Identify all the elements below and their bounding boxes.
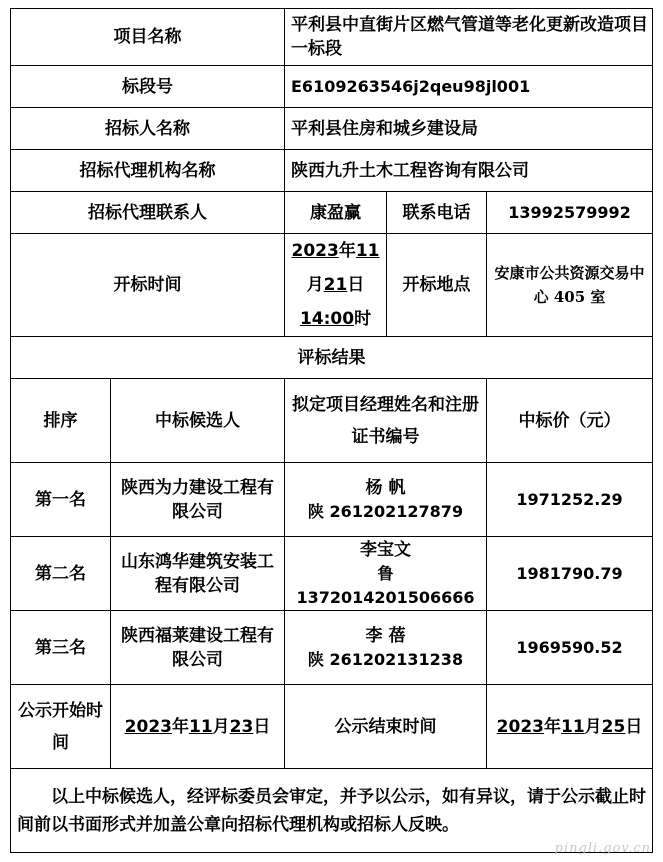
phone-label: 联系电话	[387, 192, 487, 234]
day-unit: 日	[253, 716, 271, 737]
col-manager: 拟定项目经理姓名和注册证书编号	[285, 379, 487, 463]
open-time-label: 开标时间	[11, 234, 285, 337]
project-name: 平利县中直街片区燃气管道等老化更新改造项目一标段	[285, 9, 653, 66]
pub-end-label: 公示结束时间	[285, 685, 487, 769]
section-no: E6109263546j2qeu98jl001	[285, 66, 653, 108]
manager-name: 李宝文	[360, 539, 411, 560]
pub-start	[111, 685, 285, 769]
month-unit: 月	[212, 716, 230, 737]
manager-cert: 鲁 1372014201506666	[296, 563, 475, 607]
pub-start-year: 2023	[124, 716, 172, 737]
pub-start-month: 11	[188, 716, 213, 737]
agency: 陕西九升土木工程咨询有限公司	[285, 150, 653, 192]
open-year: 2023	[291, 241, 339, 261]
project-name-label: 项目名称	[11, 9, 285, 66]
year-unit: 年	[338, 241, 356, 261]
manager	[285, 611, 487, 685]
pub-start-day: 23	[229, 716, 254, 737]
pub-end-day: 25	[601, 716, 626, 737]
rank: 第一名	[11, 463, 111, 537]
manager	[285, 463, 487, 537]
pub-end-year: 2023	[496, 716, 544, 737]
open-day: 21	[323, 275, 348, 295]
table-row	[11, 611, 653, 685]
year-unit: 年	[544, 716, 561, 737]
month-unit: 月	[306, 275, 324, 295]
company: 陕西为力建设工程有限公司	[111, 463, 285, 537]
price: 1971252.29	[487, 463, 653, 537]
col-candidate: 中标候选人	[111, 379, 285, 463]
year-unit: 年	[171, 716, 189, 737]
result-title: 评标结果	[11, 337, 653, 379]
open-place: 安康市公共资源交易中心 405 室	[487, 234, 653, 337]
day-unit: 日	[625, 716, 643, 737]
contact-label: 招标代理联系人	[11, 192, 285, 234]
table-row	[11, 463, 653, 537]
manager-cert: 陕 261202127879	[307, 501, 464, 521]
pub-end	[487, 685, 653, 769]
contact: 康盈赢	[285, 192, 387, 234]
bid-result-table	[10, 8, 653, 853]
watermark: pingli.gov.cn	[554, 841, 651, 856]
pub-end-month: 11	[561, 716, 585, 737]
open-place-label: 开标地点	[387, 234, 487, 337]
rank: 第二名	[11, 537, 111, 611]
agency-label: 招标代理机构名称	[11, 150, 285, 192]
section-no-label: 标段号	[11, 66, 285, 108]
company: 陕西福莱建设工程有限公司	[111, 611, 285, 685]
open-month: 11	[355, 241, 380, 261]
open-time	[285, 234, 387, 337]
pub-start-label: 公示开始时间	[11, 685, 111, 769]
company: 山东鸿华建筑安装工程有限公司	[111, 537, 285, 611]
price: 1981790.79	[487, 537, 653, 611]
manager-cert: 陕 261202131238	[307, 649, 464, 669]
rank: 第三名	[11, 611, 111, 685]
phone: 13992579992	[487, 192, 653, 234]
price: 1969590.52	[487, 611, 653, 685]
table-row	[11, 537, 653, 611]
manager	[285, 537, 487, 611]
hour-unit: 时	[354, 309, 372, 329]
tenderer: 平利县住房和城乡建设局	[285, 108, 653, 150]
open-hour: 14:00	[299, 309, 355, 329]
notice-text: 以上中标候选人，经评标委员会审定，并予以公示，如有异议，请于公示截止时间前以书面形式并加盖公章向招标代理机构或招标人反映。	[11, 769, 653, 853]
day-unit: 日	[347, 275, 365, 295]
month-unit: 月	[584, 716, 602, 737]
col-rank: 排序	[11, 379, 111, 463]
tenderer-label: 招标人名称	[11, 108, 285, 150]
col-price: 中标价（元）	[487, 379, 653, 463]
manager-name: 杨 帆	[365, 477, 406, 498]
manager-name: 李 蓓	[365, 625, 406, 646]
